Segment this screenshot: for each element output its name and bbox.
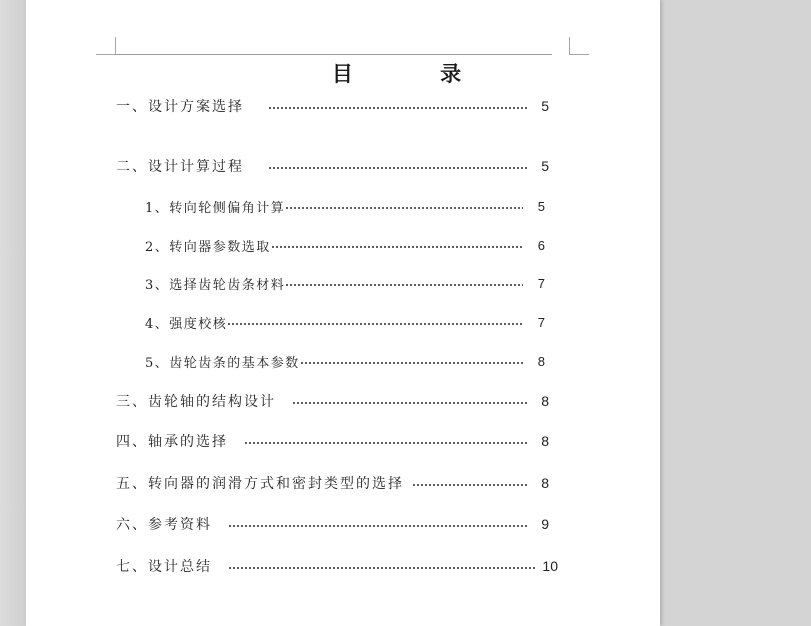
toc-entry-page: 8 — [541, 475, 549, 491]
toc-entry-shaft-structure[interactable] — [116, 391, 549, 411]
toc-entry-label: 七、设计总结 — [116, 559, 212, 575]
toc-entry-label: 1、转向轮侧偏角计算 — [145, 200, 286, 216]
toc-leader-dots — [271, 246, 523, 248]
toc-entry-design-summary[interactable] — [116, 556, 558, 576]
toc-leader-dots — [228, 525, 527, 527]
toc-entry-label: 3、选择齿轮齿条材料 — [145, 277, 286, 293]
toc-entry-label: 2、转向器参数选取 — [145, 239, 271, 255]
document-background-left — [0, 0, 26, 626]
crop-mark-left-vertical — [115, 37, 116, 55]
header-separator-line — [96, 54, 552, 55]
toc-entry-page: 6 — [537, 237, 545, 253]
toc-entry-design-scheme[interactable] — [116, 96, 549, 116]
toc-entry-label: 四、轴承的选择 — [116, 434, 228, 450]
toc-leader-dots — [228, 567, 536, 569]
toc-entry-page: 8 — [541, 393, 549, 409]
toc-subentry-gear-material[interactable] — [145, 273, 545, 293]
toc-entry-page: 7 — [537, 314, 545, 330]
toc-entry-label: 一、设计方案选择 — [116, 99, 244, 115]
toc-leader-dots — [285, 284, 523, 286]
toc-leader-dots — [285, 207, 523, 209]
toc-entry-label: 二、设计计算过程 — [116, 159, 244, 175]
toc-entry-label: 5、齿轮齿条的基本参数 — [145, 355, 300, 371]
crop-mark-left-horizontal — [96, 54, 116, 55]
toc-entry-page: 7 — [537, 275, 545, 291]
toc-subentry-steering-params[interactable] — [145, 235, 545, 255]
toc-entry-lubrication-sealing[interactable] — [116, 473, 549, 493]
toc-entry-label: 六、参考资料 — [116, 517, 212, 533]
toc-entry-page: 5 — [537, 198, 545, 214]
toc-entry-label: 三、齿轮轴的结构设计 — [116, 394, 276, 410]
crop-mark-right-vertical — [569, 37, 570, 55]
toc-entry-page: 5 — [541, 98, 549, 114]
toc-leader-dots — [300, 362, 523, 364]
toc-entry-page: 10 — [542, 558, 558, 574]
toc-leader-dots — [412, 484, 527, 486]
toc-entry-label: 4、强度校核 — [145, 316, 228, 332]
toc-title: 目 录 — [331, 61, 502, 86]
toc-entry-page: 8 — [537, 353, 545, 369]
toc-entry-page: 9 — [541, 516, 549, 532]
toc-leader-dots — [268, 107, 527, 109]
toc-entry-bearing-selection[interactable] — [116, 431, 549, 451]
toc-subentry-steering-angle[interactable] — [145, 196, 545, 216]
toc-leader-dots — [227, 323, 523, 325]
toc-leader-dots — [268, 167, 527, 169]
toc-entry-references[interactable] — [116, 514, 549, 534]
toc-leader-dots — [292, 402, 527, 404]
toc-subentry-gear-basic-params[interactable] — [145, 351, 545, 371]
toc-entry-design-calculation[interactable] — [116, 156, 549, 176]
toc-entry-label: 五、转向器的润滑方式和密封类型的选择 — [116, 476, 404, 492]
toc-entry-page: 5 — [541, 158, 549, 174]
crop-mark-right-horizontal — [569, 54, 589, 55]
toc-leader-dots — [244, 442, 527, 444]
toc-entry-page: 8 — [541, 433, 549, 449]
toc-subentry-strength-check[interactable] — [145, 312, 545, 332]
